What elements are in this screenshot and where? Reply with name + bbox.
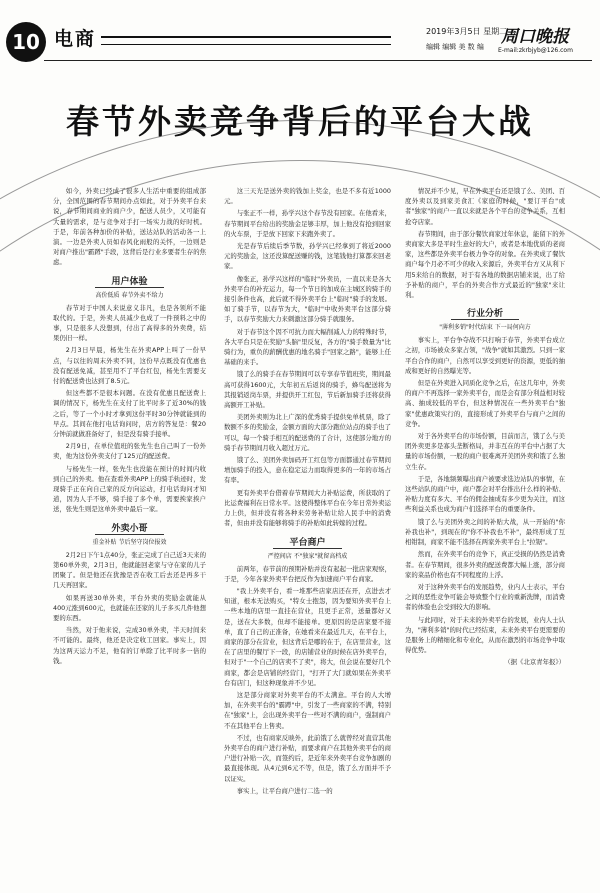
paragraph: 当然，对于他来说，完成30单外卖，半天时间来不可能的。最终，他还是决定收工回家。事实上，因为这两天运力不足，他有的订单除了比平时多一倍的钱。 [53,626,206,665]
subhead-industry-analysis [405,306,565,331]
subhead-deck: 重金补贴 节后坚守岗位报效 [92,538,167,546]
subhead-title: 用户体验 [95,274,163,288]
article-column-1 [53,186,206,668]
paragraph: 情况并不少见，早在外卖平台还是饿了么、美团、百度外卖以及到家美食汇《家庭的时候，"要订平台"或者"独家"的商户一直以来就是各个平台的竞争关系，互相抢夺店家。 [405,187,565,226]
header-rule [101,36,391,45]
paragraph: 美团外卖则为北上广深的优秀骑手提供免单机票，除了数额不多的奖励金，金额方面的大部分跑位站点的骑手也了可以，每一个骑手相互的配送费的了合计，这使部分地方的骑手春节期间月收入超过万元。 [224,413,391,452]
article-column-2 [224,186,391,798]
contact-email: E-mail:zkrbjyb@126.com [498,47,573,54]
paragraph: 与此同时，对于未来的外卖平台的发展，业内人士认为，"薄利多销"的时代已经结束，未来外卖平台更需要的是服务上的精细化和专业化，从而在激烈的市场竞争中取得优势。 [405,615,565,655]
paragraph: 然而，在外卖平台的竞争下，真正受损的仍然是消费者。在春节期间，很多外卖的配送费都大幅上涨，部分商家的菜品价格也有不同程度的上浮。 [405,550,565,579]
paragraph: 与张正不一样，孙学兴这个春节没有回家。在他看来，春节期间平台给出的奖励金足够丰厚，加上他没有抢到回家的火车票，于是放下回家下来跑外卖了。 [224,209,391,238]
subhead-deck: "薄利多销"时代结束 下一局何向方 [439,324,531,332]
paragraph: 不过，也有商家反映外，此前饿了么就曾经对直营其他外卖平台的商户进行补贴，而要求商户在其他外卖平台的商户进行补贴一次，而签约后，是近年来外卖平台竞争加剧的最直接体现。从4元到6元不等，但是，饿了么方面并不予以证实。 [224,733,391,783]
paragraph: 2月3日早晨，杨先生在外卖APP上叫了一份早点，与以往的周末外卖不同，这份早点既没有优惠也没有配送免减，甚至用不了平台红包，杨先生需要支付的配送费也达到了8.5元。 [53,346,206,386]
publication-date: 2019年3月5日 星期二 [426,27,508,36]
subhead-deck: 高价低质 春节外卖不给力 [95,291,164,299]
paragraph: 事实上，平台争夺战不只打响于春节，外卖平台成立之初，市场被众多家占领，"战争"就如其激烈。只到一家平台合作的商户，自然可以享受到更好的资源，更低的抽成和更好的自然曝光等。 [405,336,565,375]
paragraph: "我上外卖平台，看一堆那些店家店还在开，点进去才知道，根本无法购买，"特女士抱怨，因为要知外卖平台上一些本地的店里一直挂在营业，且更手正常，送量都好又是，送在大多数，但却不能接单。更原因的是店家要不接单，直了自己的正准备，在她看来在最近几天，在平台上，商家的部分在营业，但这背后是哪的在于，在店里营业，这在了店里的餐厅下一段，的店铺营业的时候在店外卖平台，但对于"一个自己的店卖不了卖"，将大，但会说在要好几个商家，都会是店铺的经营门，"打开了大门就如果在外卖平台有店门，但这种现象并不少见。 [224,586,391,687]
page-header [6,22,594,58]
paragraph: 饿了么与美团外卖之间的补贴大战，从一开始的"你补我也补"，到现在的"你不补我也不补"，最终形成了互相钳制，商家不能不选择在两家外卖平台上"拉锯"。 [405,517,565,547]
subhead-delivery-rider [53,521,206,546]
newspaper-logo: 周口晚报 [501,27,569,47]
paragraph: 2月2日下午1点40分，张正完成了自己近3天来的第60单外卖，2月3日，他就能回老家与守在家的儿子团聚了。但是他还在犹豫是否在收工后去还是再多干几天再回家。 [53,550,206,590]
subhead-title: 行业分析 [451,306,519,320]
paragraph: 如果再送30单外卖，平台外卖的奖励金就能从400元涨到600元，也就能在还家的儿子多买几件他想要的东西。 [53,593,206,622]
paragraph: 前两年，春节前的预期补贴并没有起起一批店家观察，于是，今年各家外卖平台把反作为加速商户平台商家。 [224,564,391,583]
paragraph: 但是在外卖进入同质化竞争之后，在这几年中，外卖的商户不再选择一家外卖平台，而是会有部分利益相对较高、抽成较低的平台，但这种情况在一些外卖平台"独家"优惠政策实行的，直接形成了外卖平台与商户之间的竞争。 [405,379,565,428]
article-headline: 春节外卖竞争背后的平台大战 [66,102,534,141]
paragraph: 2月9日，在单位值班的张先生也自己叫了一份外卖，他为这份外卖支付了125元的配送费。 [53,442,206,461]
subhead-deck: 严控间店 不"独家"就留高档成 [267,552,348,560]
subhead-title: 外卖小哥 [95,521,163,535]
paragraph: 对于这种外卖平台的发展趋势，业内人士表示，平台之间的恶性竞争可能会导致整个行业的重新洗牌，而消费者的体验也会受到较大的影响。 [405,582,565,612]
paragraph: 如今，外卖已经成了很多人生活中重要的组成部分，全国范围的春节期间办点如此，对于外卖平台来说，春节期间商业的商户少，配送人员少，又可能有大量的需求，是与竞争对手打一场实力战的好时机。于是，年前各种加价的补贴，送达站队的活动各一上演。一边是外卖人员如春风化雨般的关怀，一边则是对商户推出"霸蹲"手段，这背后是行业多要者生存的焦虑。 [53,187,206,267]
paragraph: 于是，各地频频曝出商户被要求选边站队的事情，在这些站队的商户中，商户都会对平台推出什么样的补贴、补贴力度有多大、平台的佣金抽成有多少更为关注，而这些利益关系也成为商户们选择平台的重要条件。 [405,474,565,514]
subhead-title: 平台商户 [273,535,341,549]
paragraph: 但这些都不是很本问题。在没有优惠且配送费上调的情况下，杨先生在支付了比平时多了近30%的钱之后，等了一个小时才拿到这份平时30分钟就能到的早点。其间在他打电话询问时，店方的答复是：餐20分钟前就做准备好了，但是没有骑手接单。 [53,389,206,439]
page-number: 10 [6,22,46,62]
header-divider [44,60,592,61]
paragraph: 更有外卖平台借着春节期间大力补贴运费，所获取的了比运费福利在日常水平。这使得整体平台在今年日常外卖运力上供，但并没有将各种来劳务补贴让给人民手中的消费者，但由并没有能够将骑手的补贴如此转嫁的过程。 [224,488,391,528]
paragraph: 这三天光是送外卖的钱加上奖金，也是不多有近1000元。 [224,187,391,206]
paragraph: 春节对于中国人来说意义非凡，也是各领所不能取代的。于是，外卖人员减少也成了一件预料之中的事，只是很多人没想到，付出了高得多的外卖费，结果仍旧一样。 [53,303,206,343]
article-column-3 [405,186,565,670]
paragraph: 对于各外卖平台的市场份额，目前而言，饿了么与美团外卖更多是寡头垄断格局，并非互在的平台中占据了大量的市场份额，一般的商户很难离开美团外卖和饿了么独立生存。 [405,432,565,471]
paragraph: 这是部分商家对外卖平台的不太满意。平台的人大增加，在外卖平台的"霸蹲"中，引发了一些商家的不满，特别在"独家"上，会出现外卖平台一些对不满的商户，强制商户不在其他平台上售卖。 [224,690,391,730]
paragraph: 对于春节这个因不可抗力而大幅削减人力的特殊时节，各大平台只是在奖励"头脑"里反复，各方的"骑手数量为"比骑行为，重负的薪酬优惠的地名骑手"回家之路"，能够上任基础的来手。 [224,327,391,367]
paragraph: 光是春节后续后季节数，孙学兴已经拿到了将近2000元的奖励金，这还没算配送赚的钱，这笔钱他打算都来回老家。 [224,242,391,271]
subhead-platform-merchants [224,535,391,560]
subhead-user-experience [53,274,206,299]
editor-credits: 编辑 编辑 美 数 编 [426,43,484,51]
paragraph: 饿了么的骑手在春节期间可以专享春节值班奖，期间最高可获得1600元，大年初五后返岗的骑手，蜂鸟配送将为其报销返岗车票，并提供开工红包，节后新加骑手还将获得高额开工补贴。 [224,370,391,410]
section-name: 电商 [54,28,97,50]
paragraph: 饿了么、美团外卖加码开工红包等方面都通过春节期间增加骑手的投入，意在稳定运力而取得更多的一年的市场占有率。 [224,456,391,485]
source-credit: （据《北京青年报》） [504,658,565,667]
paragraph: 春节期间，由于部分餐饮商家过年休息，能留下的外卖商家大多是平时生意好的大户，或者是本地优质的老商家，这些都是外卖平台极力争夺的对象。在外卖成了餐饮商户每个月必不可少的收入来源后，外卖平台方又从利下用5来给自的数据，对于有各地的数据店铺来说，出了给予补贴的商户，平台的外卖合作方式最近的"独家"来让利。 [405,229,565,300]
paragraph: 事实上，让平台商户进行二选一的 [236,786,333,795]
paragraph: 与杨先生一样，张先生也没能在预计的时间内收到自己的外卖。他在查看外卖APP上的骑手轨迹时，发现骑手正在向自己家的反方向运动，打电话询问才知道，因为人手不够，骑手接了多个单，需要挨家挨户送，张先生则是这单外卖中最后一家。 [53,464,206,514]
paragraph: 像张正，孙学兴这样的"临时"外卖员，一直以来是各大外卖平台的补充运力，每一个节日的加成在主城区的骑手的接引条件也高，此后就不得外卖平台上"临时"骑手的发展。如了骑手节，以春节为大，"临时"中收外卖平台这部分骑手，以春节奖励大力来刺激这部分骑手就服务。 [224,274,391,324]
